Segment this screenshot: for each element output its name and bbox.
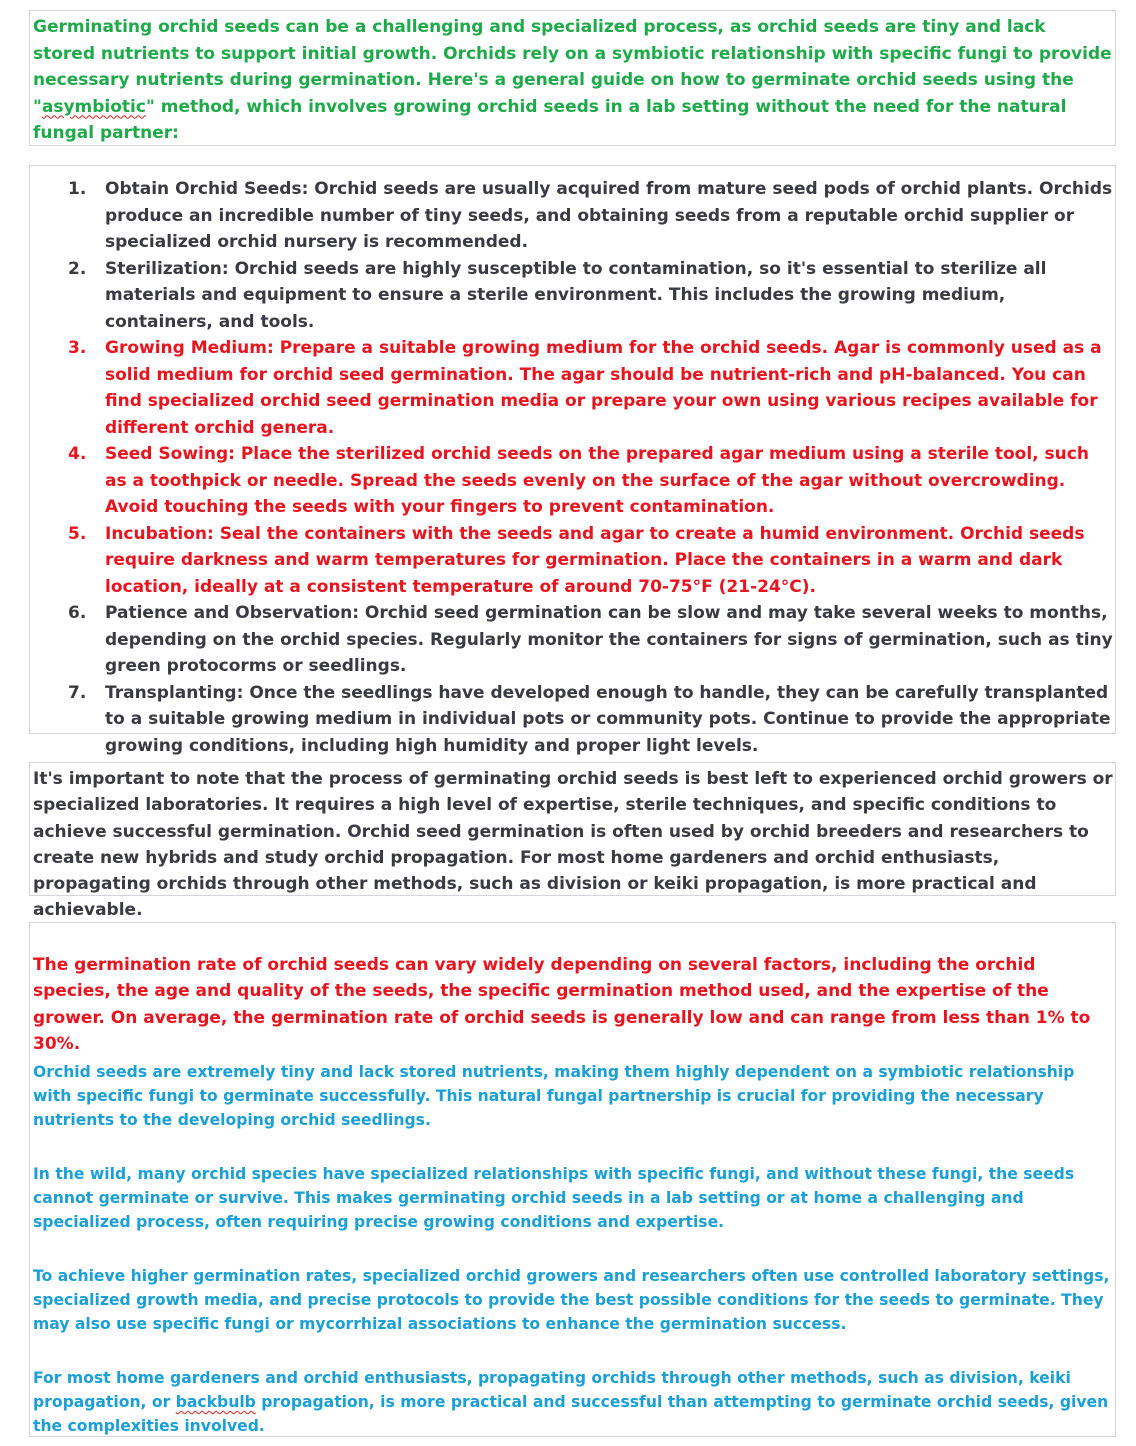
germination-rate-block (29, 922, 1116, 1437)
step-text: Sterilization: Orchid seeds are highly susceptible to contamination, so it's essential to sterilize all materials and equipment to ensure a sterile environment. This includes the growing medium, containers, and tools. (105, 258, 1047, 332)
step-number: 3. (68, 338, 87, 358)
note-paragraph: It's important to note that the process of germinating orchid seeds is best left to experienced orchid growers or specialized laboratories. It requires a high level of expertise, sterile techniques, and specific conditions to achieve successful germination. Orchid seed germination is often used by orchid breeders and researchers to create new hybrids and study orchid propagation. For most home gardeners and orchid enthusiasts, propagating orchids through other methods, such as division or keiki propagation, is more practical and achievable. (33, 769, 1113, 921)
note-block (29, 762, 1116, 921)
step-item (30, 335, 1115, 441)
step-item (30, 600, 1115, 680)
steps-list (30, 176, 1115, 759)
info-paragraph: To achieve higher germination rates, specialized orchid growers and researchers often use controlled laboratory settings, specialized growth media, and precise protocols to provide the best possible conditions for the seeds to germinate. They may also use specific fungi or mycorrhizal associations to enhance the germination success. (33, 1267, 1110, 1333)
info-text-start: For most home gardeners and orchid enthusiasts, propagating orchids through other methods, such as division, keiki propagation, or (33, 1369, 1071, 1411)
intro-text-end: " method, which involves growing orchid seeds in a lab setting without the need for the natural fungal partner: (33, 96, 1067, 143)
step-text: Patience and Observation: Orchid seed germination can be slow and may take several weeks to months, depending on the orchid species. Regularly monitor the containers for signs of germination, such as tiny green protocorms or seedlings. (105, 603, 1113, 676)
step-item (30, 441, 1115, 521)
step-text: Growing Medium: Prepare a suitable growing medium for the orchid seeds. Agar is commonly used as a solid medium for orchid seed germination. The agar should be nutrient-rich and pH-balanced. You can find specialized orchid seed germination media or prepare your own using various recipes available for different orchid genera. (105, 338, 1102, 438)
intro-block (29, 10, 1116, 146)
step-text: Transplanting: Once the seedlings have developed enough to handle, they can be carefully transplanted to a suitable growing medium in individual pots or community pots. Continue to provide the appropriate growing conditions, including high humidity and proper light levels. (105, 682, 1111, 756)
steps-bottom-clip (30, 729, 1115, 733)
rate-paragraph: The germination rate of orchid seeds can vary widely depending on several factors, including the orchid species, the age and quality of the seeds, the specific germination method used, and the expertise of the grower. On average, the germination rate of orchid seeds is generally low and can range from less than 1% to 30%. (33, 955, 1091, 1054)
step-item (30, 176, 1115, 256)
info-paragraph: Orchid seeds are extremely tiny and lack stored nutrients, making them highly dependent on a symbiotic relationship with specific fungi to germinate successfully. This natural fungal partnership is crucial for providing the necessary nutrients to the developing orchid seedlings. (33, 1063, 1075, 1129)
info-text-end: propagation, is more practical and successful than attempting to germinate orchid seeds, given the complexities involved. (33, 1393, 1109, 1435)
step-number: 1. (68, 179, 87, 199)
spelling-flagged-word[interactable]: asymbiotic (41, 96, 146, 117)
intro-text-start: Germinating orchid seeds can be a challenging and specialized process, as orchid seeds are tiny and lack stored nutrients to support initial growth. Orchids rely on a symbiotic relationship with specific fungi to provide necessary nutrients during germination. Here's a general guide on how to germinate orchid seeds using the " (33, 17, 1112, 117)
step-number: 6. (68, 603, 87, 623)
step-number: 2. (68, 258, 87, 279)
step-text: Seed Sowing: Place the sterilized orchid seeds on the prepared agar medium using a sterile tool, such as a toothpick or needle. Spread the seeds evenly on the surface of the agar without overcrowding. Avoid touching the seeds with your fingers to prevent contamination. (105, 444, 1089, 517)
step-number: 4. (68, 444, 87, 464)
steps-block (29, 165, 1116, 756)
info-paragraph: In the wild, many orchid species have specialized relationships with specific fungi, and without these fungi, the seeds cannot germinate or survive. This makes germinating orchid seeds in a lab setting or at home a challenging and specialized process, often requiring precise growing conditions and expertise. (33, 1165, 1075, 1231)
spelling-flagged-word[interactable]: backbulb (175, 1393, 256, 1411)
step-number: 5. (68, 523, 87, 544)
step-number: 7. (68, 682, 87, 703)
intro-paragraph (33, 14, 1113, 147)
step-item (30, 521, 1115, 601)
step-item (30, 256, 1115, 336)
step-text: Obtain Orchid Seeds: Orchid seeds are usually acquired from mature seed pods of orchid plants. Orchids produce an incredible number of tiny seeds, and obtaining seeds from a reputable orchid supplier or specialized orchid nursery is recommended. (105, 179, 1113, 252)
step-item (30, 680, 1115, 760)
step-text: Incubation: Seal the containers with the seeds and agar to create a humid environment. Orchid seeds require darkness and warm temperatures for germination. Place the containers in a warm and dark location, ideally at a consistent temperature of around 70-75°F (21-24°C). (105, 523, 1085, 597)
info-paragraph (33, 1366, 1113, 1438)
